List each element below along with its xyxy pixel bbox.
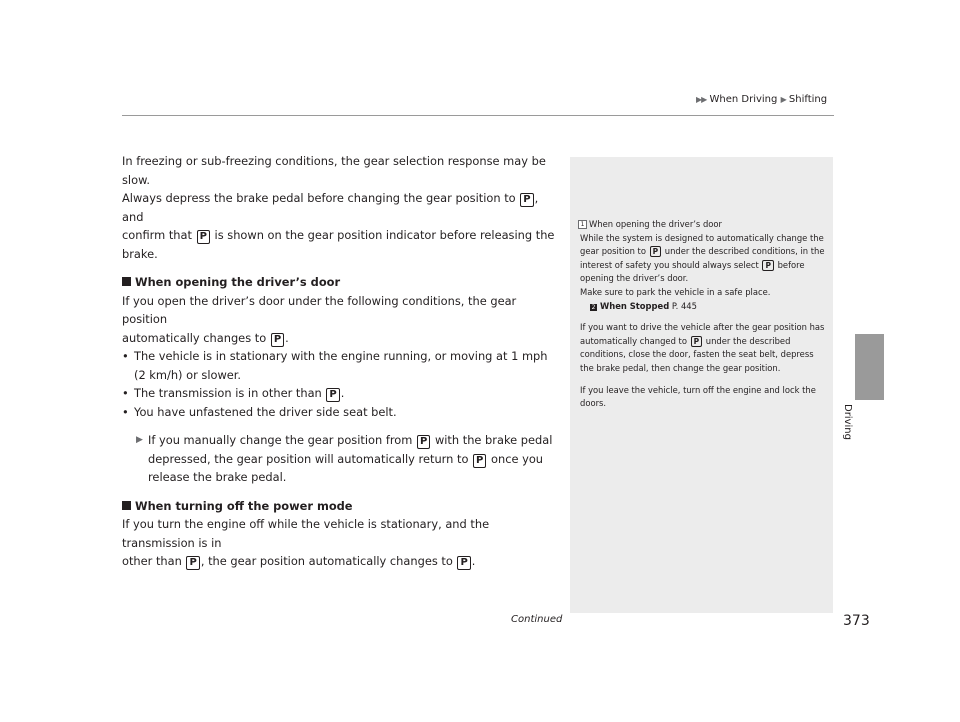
gear-p-key: P: [520, 193, 533, 207]
section-paragraph: If you open the driver’s door under the following conditions, the gear position automatically changes to P .: [122, 293, 517, 345]
sidebar-paragraph: While the system is designed to automatically change the gear position to P under the described conditions, in the interest of safety you should always select P before opening the driver’s door. Make sure to park the vehicle in a safe place.: [580, 232, 825, 297]
list-item: • The transmission is in other than P .: [122, 384, 562, 403]
header-divider: [122, 115, 834, 116]
breadcrumb-item-when-driving[interactable]: When Driving: [709, 94, 778, 105]
breadcrumb-arrow-icon: ▶: [780, 95, 786, 104]
sidebar-paragraph: If you want to drive the vehicle after the gear position has automatically changed to P under the described conditions, close the door, fasten the seat belt, depress the brake pedal, then change the gear position.: [580, 322, 825, 373]
gear-p-key: P: [417, 435, 430, 449]
breadcrumb: [696, 94, 827, 105]
breadcrumb-arrow-icon: ▶▶: [696, 95, 707, 104]
section-square-icon: [122, 277, 131, 286]
gear-p-key: P: [271, 333, 284, 347]
list-item: • The vehicle is in stationary with the engine running, or moving at 1 mph (2 km/h) or slower.: [122, 347, 562, 384]
reference-arrow-icon: 2: [591, 303, 596, 311]
intro-paragraph: In freezing or sub-freezing conditions, the gear selection response may be slow. Always depress the brake pedal before changing the gear position to P , and confirm that P is shown on the gear position indicator before releasing the brake.: [122, 154, 555, 261]
sidebar-notes: [578, 218, 826, 411]
gear-p-key: P: [326, 388, 339, 402]
section-heading-drivers-door: When opening the driver’s door: [122, 273, 562, 292]
sidebar-paragraph: If you leave the vehicle, turn off the engine and lock the doors.: [580, 384, 816, 409]
main-content: [122, 152, 562, 571]
section-paragraph: If you turn the engine off while the vehicle is stationary, and the transmission is in other than P , the gear position automatically changes to P .: [122, 517, 490, 568]
gear-p-key: P: [186, 556, 199, 570]
continued-label: Continued: [511, 614, 563, 625]
section-heading-power-mode: When turning off the power mode: [122, 497, 562, 516]
breadcrumb-item-shifting[interactable]: Shifting: [788, 94, 828, 105]
sidebar-heading: 1 When opening the driver’s door: [578, 218, 826, 232]
gear-p-key: P: [457, 556, 470, 570]
page-number: 373: [843, 613, 870, 629]
gear-p-key: P: [762, 260, 774, 271]
gear-p-key: P: [197, 230, 210, 244]
note-paragraph: ▶ If you manually change the gear position from P with the brake pedal depressed, the gear position will automatically return to P once you release the brake pedal.: [136, 433, 553, 484]
chapter-tab-label: Driving: [842, 404, 853, 440]
section-square-icon: [122, 501, 131, 510]
chapter-tab[interactable]: [855, 334, 884, 400]
page-reference-link[interactable]: 2 When Stopped P. 445: [591, 300, 697, 311]
note-number-icon: 1: [578, 220, 587, 229]
gear-p-key: P: [650, 246, 662, 257]
note-arrow-icon: ▶: [136, 435, 143, 445]
list-item: • You have unfastened the driver side seat belt.: [122, 403, 562, 422]
gear-p-key: P: [691, 336, 703, 347]
gear-p-key: P: [473, 454, 486, 468]
